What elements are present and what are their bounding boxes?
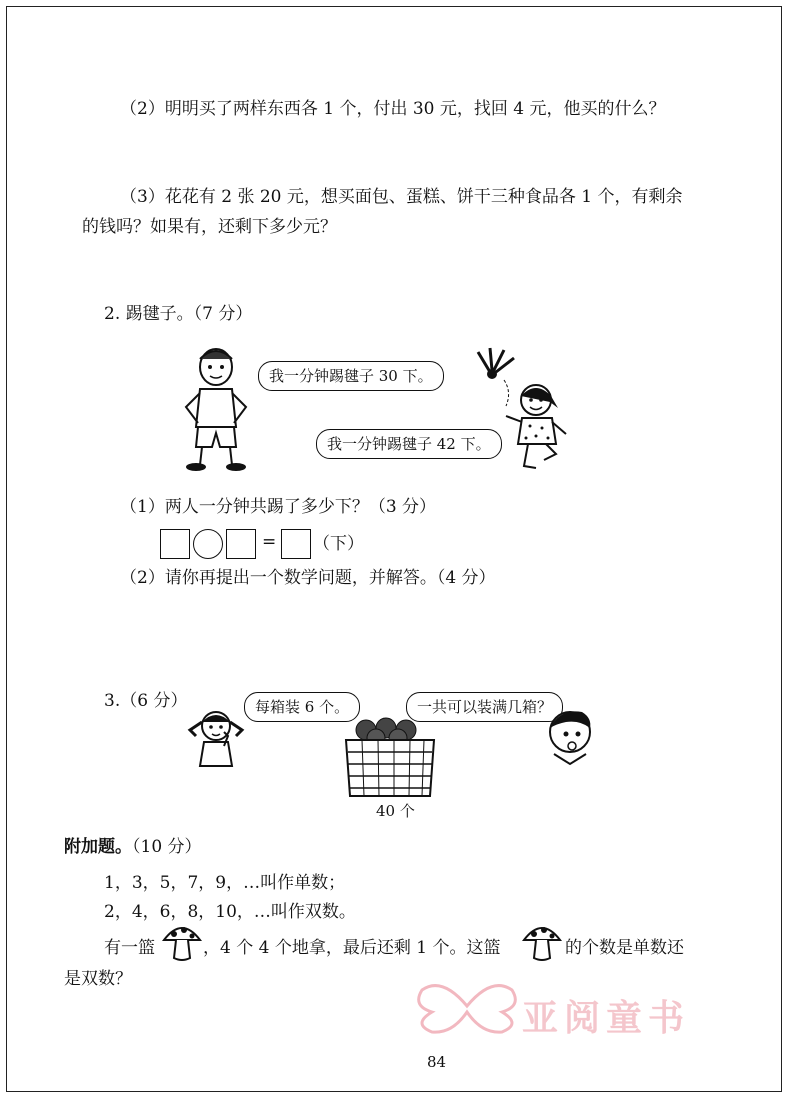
page-border xyxy=(6,6,782,1092)
bonus-line4: 是双数？ xyxy=(64,969,132,989)
page-number: 84 xyxy=(427,1053,447,1071)
bonus-line2: 2，4，6，8，10，…叫作双数。 xyxy=(104,902,356,922)
girl-speech-bubble-q3: 每箱装 6 个。 xyxy=(244,692,360,722)
watermark-text: 亚阅童书 xyxy=(522,997,691,1039)
q1-part3-line1: （3）花花有 2 张 20 元，想买面包、蛋糕、饼干三种食品各 1 个，有剩余 xyxy=(120,187,683,207)
boy-speech-bubble: 我一分钟踢毽子 30 下。 xyxy=(258,361,444,391)
answer-box-1[interactable] xyxy=(160,529,190,559)
bonus-line3a: 有一篮 xyxy=(104,938,155,958)
q2-part1: （1）两人一分钟共踢了多少下？（3 分） xyxy=(120,497,437,517)
basket-of-items-icon xyxy=(342,716,438,800)
answer-box-result[interactable] xyxy=(281,529,311,559)
mushroom-icon-2 xyxy=(520,920,564,964)
bonus-line1: 1，3，5，7，9，…叫作单数； xyxy=(104,873,346,893)
equals-sign: = xyxy=(262,532,277,552)
answer-box-2[interactable] xyxy=(226,529,256,559)
q1-part3-line2: 的钱吗？如果有，还剩下多少元？ xyxy=(82,217,337,237)
q1-part2: （2）明明买了两样东西各 1 个，付出 30 元，找回 4 元，他买的什么？ xyxy=(120,99,666,119)
bonus-title: 附加题。 xyxy=(64,837,132,857)
bonus-line3b: ，4 个 4 个地拿，最后还剩 1 个。这篮 xyxy=(203,938,501,958)
mushroom-icon xyxy=(160,920,204,964)
q3-title: 3.（6 分） xyxy=(104,691,188,711)
bonus-score: （10 分） xyxy=(132,837,202,857)
q2-part2: （2）请你再提出一个数学问题，并解答。（4 分） xyxy=(120,568,496,588)
bonus-line3c: 的个数是单数还 xyxy=(565,938,684,958)
girl-thinking-figure xyxy=(184,706,248,768)
girl-kicking-figure xyxy=(498,382,574,476)
girl-speech-bubble: 我一分钟踢毽子 42 下。 xyxy=(316,429,502,459)
bonus-title-row xyxy=(64,836,202,858)
boy-speech-bubble-q3: 一共可以装满几箱？ xyxy=(406,692,563,722)
unit-label: （下） xyxy=(313,534,364,554)
butterfly-watermark-icon xyxy=(412,976,522,1036)
boy-figure xyxy=(180,345,250,475)
basket-label: 40 个 xyxy=(376,802,415,820)
operator-circle[interactable] xyxy=(193,529,223,559)
q2-title: 2. 踢毽子。（7 分） xyxy=(104,304,253,324)
shuttlecock-icon xyxy=(474,346,518,380)
boy-thinking-figure xyxy=(540,706,602,768)
